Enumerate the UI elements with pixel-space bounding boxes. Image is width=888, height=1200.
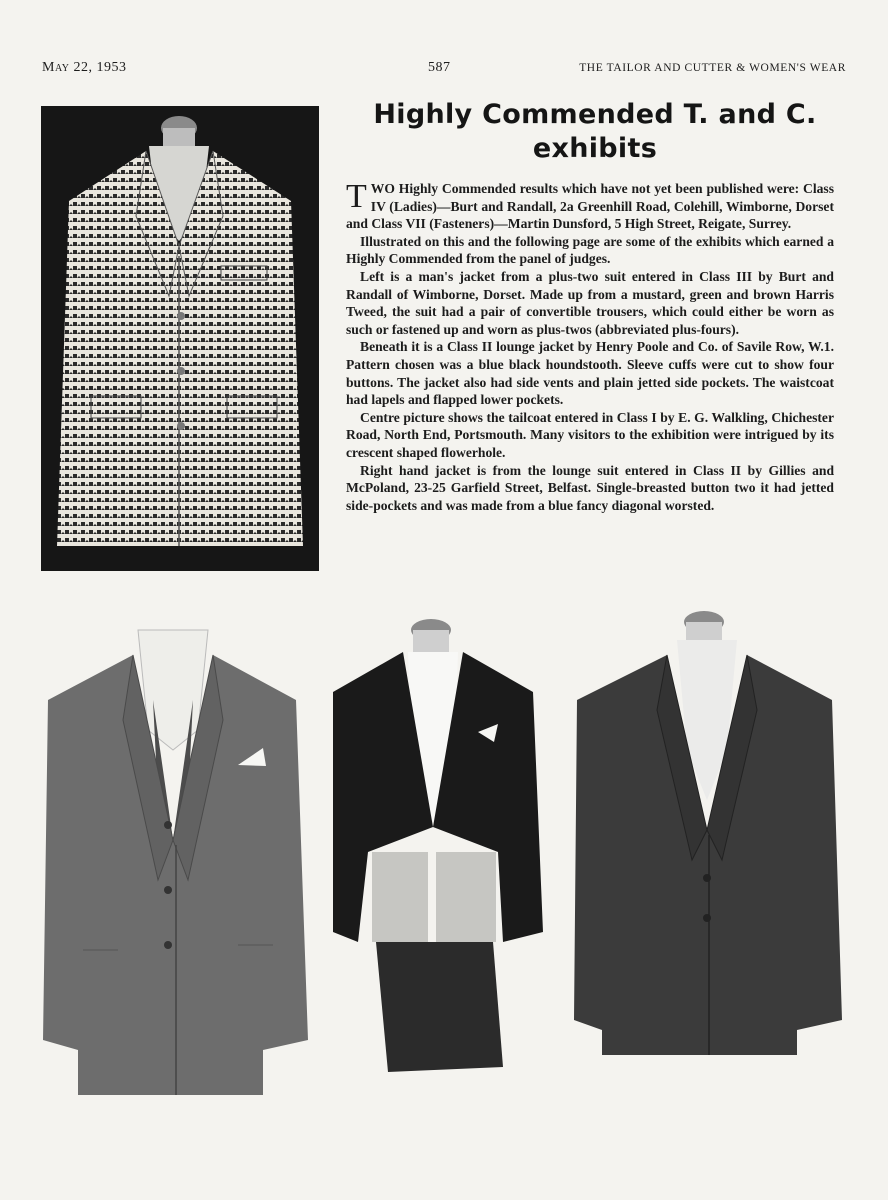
right-jacket-photo [572,600,847,1060]
drop-cap: T [346,178,367,215]
running-header [0,60,888,80]
publication-name: THE TAILOR AND CUTTER & WOMEN'S WEAR [579,62,846,74]
paragraph-1: TWO Highly Commended results which have not yet been published were: Class IV (Ladies)—Burt and Randall, 2a Greenhill Road, Colehill, Wimborne, Dorset and Class VII (Fasteners)—Martin Dunsford, 5 High Street, Reigate, Surrey. [346,178,834,232]
paragraph-2: Illustrated on this and the following page are some of the exhibits which earned a Highly Commended from the panel of judges. [346,233,834,267]
houndstooth-jacket-photo [41,106,319,571]
paragraph-3: Left is a man's jacket from a plus-two suit entered in Class III by Burt and Randall of Wimborne, Dorset. Made up from a mustard, green and brown Harris Tweed, the suit had a pair of convertible trousers, which could either be worn as such or fastened up and worn as plus-twos (abbreviated plus-fours). [346,268,834,337]
paragraph-5: Centre picture shows the tailcoat entered in Class I by E. G. Walkling, Chichester Road, North End, Portsmouth. Many visitors to the exhibition were intrigued by its crescent shaped flowerhole. [346,409,834,460]
paragraph-4: Beneath it is a Class II lounge jacket by Henry Poole and Co. of Savile Row, W.1. Pattern chosen was a blue black houndstooth. Sleeve cuffs were cut to show four buttons. The jacket also had side vents and plain jetted side pockets. The waistcoat had lapels and flapped lower pockets. [346,339,834,408]
issue-date: May 22, 1953 [42,60,127,75]
article-title [340,98,850,166]
paragraph-6: Right hand jacket is from the lounge suit entered in Class II by Gillies and McPoland, 23-25 Garfield Street, Belfast. Single-breasted button two it had jetted side-pockets and was made from a blue fancy diagonal worsted. [346,462,834,513]
title-line-2: exhibits [532,133,658,164]
article-body [346,180,834,514]
title-line-1: Highly Commended T. and C. [373,99,817,130]
page-number: 587 [428,60,451,75]
tailcoat-photo [328,612,558,1082]
lounge-jacket-photo [38,600,318,1100]
